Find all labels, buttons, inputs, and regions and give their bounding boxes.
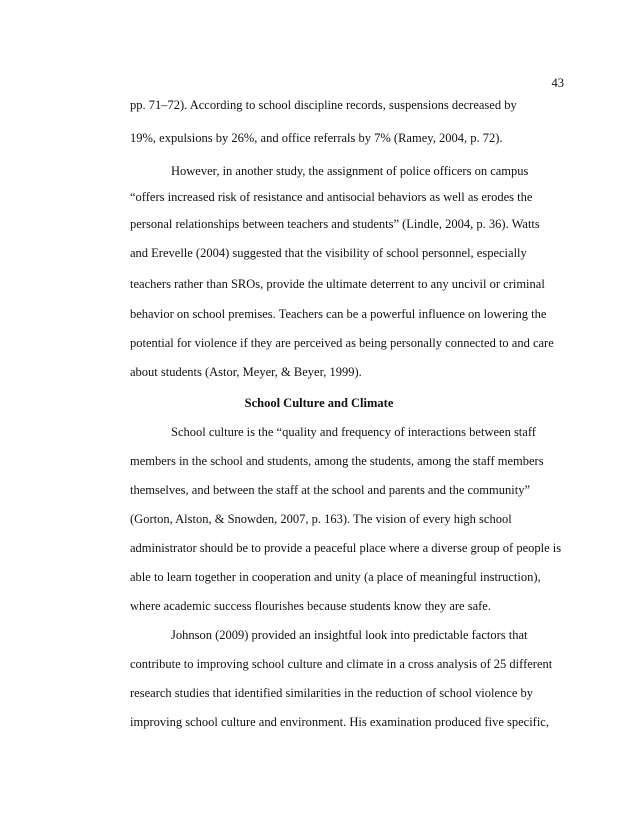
text-line: Johnson (2009) provided an insightful look into predictable factors that [171, 628, 528, 642]
text-line: potential for violence if they are perceived as being personally connected to and care [130, 336, 554, 350]
page-number: 43 [551, 76, 564, 90]
text-line: research studies that identified similarities in the reduction of school violence by [130, 686, 534, 700]
text-line: However, in another study, the assignment of police officers on campus [171, 164, 529, 178]
text-line: “offers increased risk of resistance and antisocial behaviors as well as erodes the [130, 190, 533, 204]
text-line: and Erevelle (2004) suggested that the visibility of school personnel, especially [130, 246, 527, 260]
text-line: 19%, expulsions by 26%, and office referrals by 7% (Ramey, 2004, p. 72). [130, 131, 503, 145]
text-line: contribute to improving school culture and climate in a cross analysis of 25 different [130, 657, 553, 671]
text-line: administrator should be to provide a peaceful place where a diverse group of people is [130, 541, 562, 555]
section-heading: School Culture and Climate [244, 396, 394, 410]
text-line: about students (Astor, Meyer, & Beyer, 1999). [130, 365, 362, 379]
text-line: teachers rather than SROs, provide the ultimate deterrent to any uncivil or criminal [130, 277, 545, 291]
text-line: able to learn together in cooperation and unity (a place of meaningful instruction), [130, 570, 541, 584]
text-line: members in the school and students, among the students, among the staff members [130, 454, 544, 468]
text-line: improving school culture and environment. His examination produced five specific, [130, 715, 549, 729]
text-line: School culture is the “quality and frequency of interactions between staff [171, 425, 536, 439]
text-line: personal relationships between teachers and students” (Lindle, 2004, p. 36). Watts [130, 217, 540, 231]
text-line: (Gorton, Alston, & Snowden, 2007, p. 163). The vision of every high school [130, 512, 512, 526]
text-line: behavior on school premises. Teachers can be a powerful influence on lowering the [130, 307, 547, 321]
text-line: pp. 71–72). According to school discipline records, suspensions decreased by [130, 98, 517, 112]
text-line: themselves, and between the staff at the school and parents and the community” [130, 483, 530, 497]
text-line: where academic success flourishes because students know they are safe. [130, 599, 491, 613]
